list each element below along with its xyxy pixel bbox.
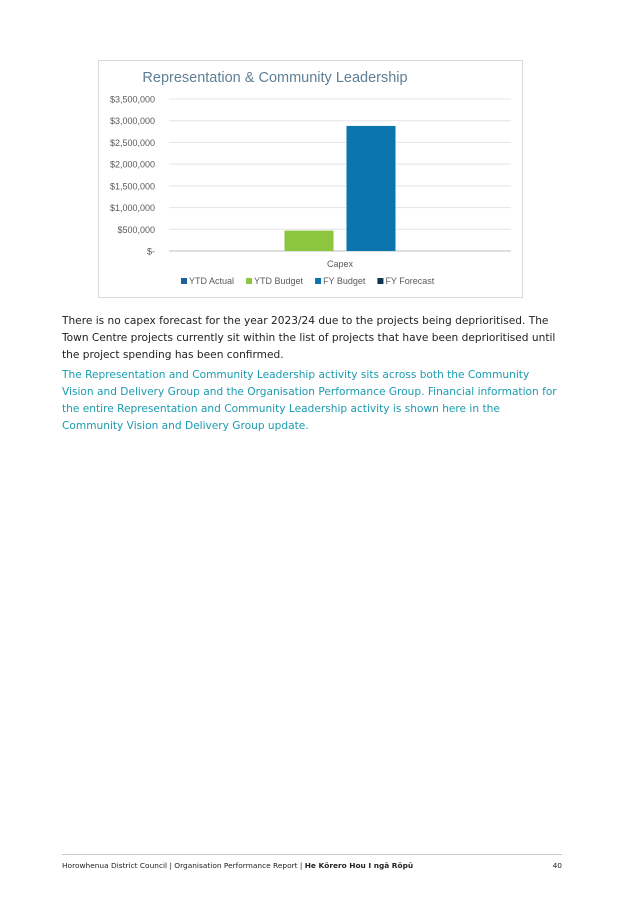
legend-swatch — [246, 278, 252, 284]
y-tick-label: $3,000,000 — [109, 116, 155, 127]
legend-swatch — [377, 278, 383, 284]
footer-divider — [62, 854, 562, 855]
bar-ytd-budget — [285, 231, 334, 251]
legend-label: YTD Budget — [254, 276, 304, 286]
page-footer — [62, 861, 562, 870]
capex-commentary: There is no capex forecast for the year 2023/24 due to the projects being deprioritised. The Town Centre projects currently sit within the list of projects that have been deprioritised until the project spending has been confirmed. — [62, 315, 556, 361]
chart-svg — [99, 61, 522, 297]
y-tick-label: $2,000,000 — [109, 159, 155, 170]
legend-swatch — [315, 278, 321, 284]
x-category-label: Capex — [326, 259, 354, 269]
y-tick-label: $2,500,000 — [109, 137, 155, 148]
y-tick-label: $1,500,000 — [109, 181, 155, 192]
activity-note: The Representation and Community Leadership activity sits across both the Community Vision and Delivery Group and the Organisation Performance Group. Financial information for the entire Representation and Community Leadership activity is shown here in the Community Vision and Delivery Group update. — [62, 369, 557, 432]
y-tick-label: $3,500,000 — [109, 94, 155, 105]
y-tick-label: $1,000,000 — [109, 203, 155, 214]
page-number: 40 — [552, 861, 562, 870]
y-tick-label: $- — [146, 246, 155, 257]
chart-title: Representation & Community Leadership — [142, 70, 408, 86]
legend-label: FY Budget — [323, 276, 366, 286]
footer-report-name: Horowhenua District Council | Organisation Performance Report | — [62, 861, 305, 870]
legend-label: FY Forecast — [385, 276, 435, 286]
footer-text — [62, 861, 413, 870]
capex-chart — [98, 60, 523, 298]
bar-fy-budget — [347, 126, 396, 251]
legend-swatch — [181, 278, 187, 284]
legend-label: YTD Actual — [189, 276, 235, 286]
y-tick-label: $500,000 — [117, 224, 155, 235]
footer-section-name: He Kōrero Hou I ngā Rōpū — [304, 861, 414, 870]
